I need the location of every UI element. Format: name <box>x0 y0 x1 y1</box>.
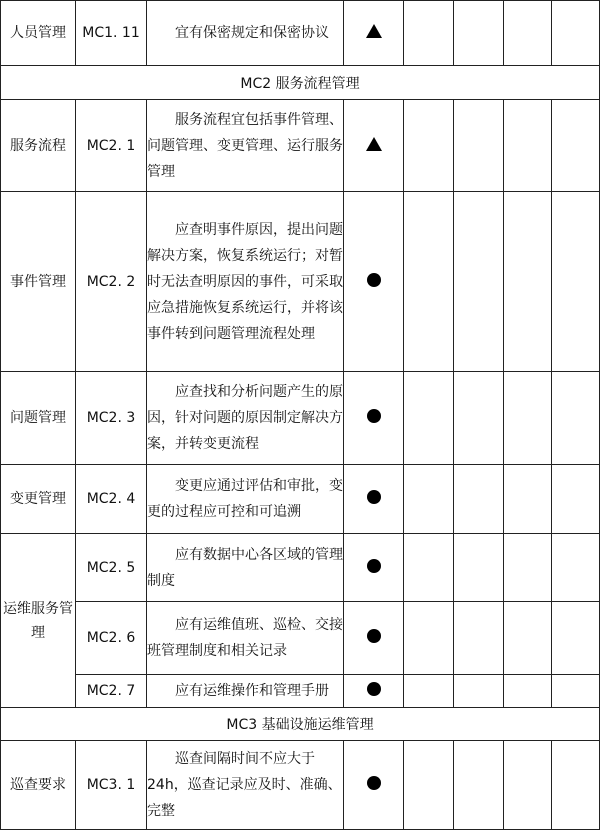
empty-cell <box>552 192 600 372</box>
code-cell: MC2. 7 <box>76 675 147 708</box>
level-cell <box>344 602 404 675</box>
category-cell: 事件管理 <box>1 192 76 372</box>
requirement-cell <box>147 741 344 830</box>
empty-cell <box>552 602 600 675</box>
empty-cell <box>454 192 504 372</box>
empty-cell <box>404 675 454 708</box>
empty-cell <box>454 534 504 602</box>
empty-cell <box>552 675 600 708</box>
empty-cell <box>552 741 600 830</box>
empty-cell <box>404 100 454 192</box>
circle-icon <box>367 490 381 504</box>
category-cell: 巡查要求 <box>1 741 76 830</box>
triangle-icon <box>366 137 382 151</box>
requirement-text: 应有数据中心各区域的管理制度 <box>147 546 343 589</box>
level-cell <box>344 372 404 465</box>
empty-cell <box>454 602 504 675</box>
empty-cell <box>504 741 552 830</box>
empty-cell <box>504 372 552 465</box>
empty-cell <box>552 100 600 192</box>
requirement-cell <box>147 100 344 192</box>
requirement-text: 应有运维值班、巡检、交接班管理制度和相关记录 <box>147 617 343 659</box>
empty-cell <box>454 100 504 192</box>
circle-icon <box>367 273 381 287</box>
requirement-text: 应查找和分析问题产生的原因，针对问题的原因制定解决方案，并转变更流程 <box>147 384 343 452</box>
level-cell <box>344 192 404 372</box>
category-cell: 问题管理 <box>1 372 76 465</box>
table-row <box>1 465 600 534</box>
code-cell: MC2. 6 <box>76 602 147 675</box>
code-cell: MC1. 11 <box>76 1 147 66</box>
table-row <box>1 1 600 66</box>
table-row <box>1 741 600 830</box>
category-cell: 变更管理 <box>1 465 76 534</box>
level-cell <box>344 465 404 534</box>
level-cell <box>344 675 404 708</box>
circle-icon <box>367 559 381 573</box>
empty-cell <box>504 675 552 708</box>
empty-cell <box>404 465 454 534</box>
code-cell: MC2. 5 <box>76 534 147 602</box>
category-cell: 人员管理 <box>1 1 76 66</box>
empty-cell <box>504 100 552 192</box>
empty-cell <box>552 534 600 602</box>
section-heading: MC2 服务流程管理 <box>1 66 600 100</box>
code-cell: MC3. 1 <box>76 741 147 830</box>
level-cell <box>344 741 404 830</box>
requirement-text: 服务流程宜包括事件管理、问题管理、变更管理、运行服务管理 <box>147 111 343 180</box>
empty-cell <box>454 372 504 465</box>
empty-cell <box>404 192 454 372</box>
requirement-cell <box>147 534 344 602</box>
table-row <box>1 534 600 602</box>
empty-cell <box>552 372 600 465</box>
requirement-cell <box>147 675 344 708</box>
requirement-cell <box>147 602 344 675</box>
triangle-icon <box>366 24 382 38</box>
empty-cell <box>552 465 600 534</box>
section-heading: MC3 基础设施运维管理 <box>1 708 600 741</box>
empty-cell <box>504 1 552 66</box>
empty-cell <box>454 675 504 708</box>
empty-cell <box>404 602 454 675</box>
requirement-text: 应查明事件原因，提出问题解决方案，恢复系统运行；对暂时无法查明原因的事件，可采取应急措施恢复系统运行，并将该事件转到问题管理流程处理 <box>147 221 343 342</box>
requirement-cell <box>147 372 344 465</box>
circle-icon <box>367 776 381 790</box>
empty-cell <box>454 1 504 66</box>
level-cell <box>344 1 404 66</box>
empty-cell <box>504 602 552 675</box>
code-cell: MC2. 1 <box>76 100 147 192</box>
requirement-cell <box>147 192 344 372</box>
level-cell <box>344 534 404 602</box>
category-cell: 服务流程 <box>1 100 76 192</box>
table-row <box>1 100 600 192</box>
empty-cell <box>404 372 454 465</box>
empty-cell <box>454 741 504 830</box>
section-row <box>1 66 600 100</box>
requirement-text: 应有运维操作和管理手册 <box>175 683 329 699</box>
category-cell: 运维服务管理 <box>1 534 76 708</box>
empty-cell <box>504 192 552 372</box>
code-cell: MC2. 4 <box>76 465 147 534</box>
table-row <box>1 602 600 675</box>
empty-cell <box>404 741 454 830</box>
requirement-text: 宜有保密规定和保密协议 <box>175 25 329 41</box>
code-cell: MC2. 2 <box>76 192 147 372</box>
empty-cell <box>504 465 552 534</box>
requirement-cell <box>147 1 344 66</box>
empty-cell <box>504 534 552 602</box>
level-cell <box>344 100 404 192</box>
requirement-text: 巡查间隔时间不应大于24h，巡查记录应及时、准确、完整 <box>147 751 342 819</box>
empty-cell <box>454 465 504 534</box>
section-row <box>1 708 600 741</box>
requirement-text: 变更应通过评估和审批，变更的过程应可控和可追溯 <box>147 478 343 520</box>
circle-icon <box>367 629 381 643</box>
code-cell: MC2. 3 <box>76 372 147 465</box>
table-row <box>1 675 600 708</box>
empty-cell <box>552 1 600 66</box>
table-row <box>1 372 600 465</box>
empty-cell <box>404 534 454 602</box>
circle-icon <box>367 682 381 696</box>
empty-cell <box>404 1 454 66</box>
table-row <box>1 192 600 372</box>
requirement-cell <box>147 465 344 534</box>
circle-icon <box>367 409 381 423</box>
